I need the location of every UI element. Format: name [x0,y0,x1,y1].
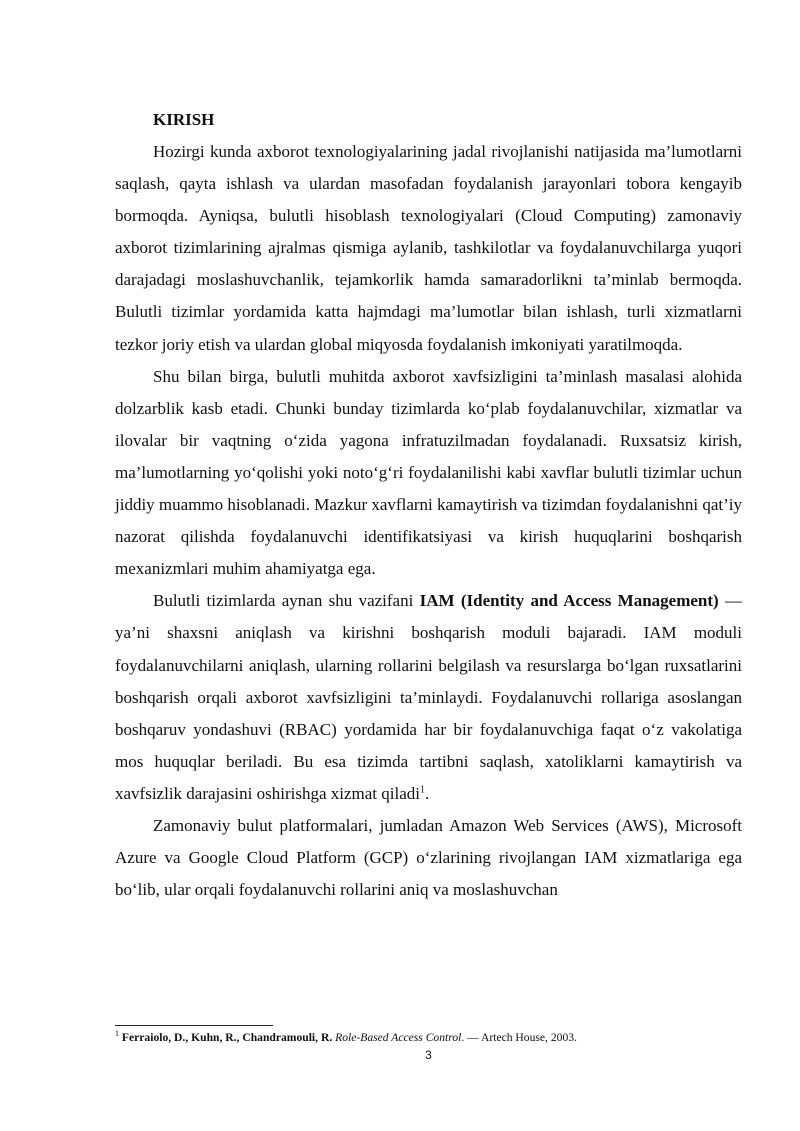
iam-term: IAM (Identity and Access Management) [419,591,719,611]
paragraph-security: Shu bilan birga, bulutli muhitda axborot xavfsizligini ta’minlash masalasi alohida dolzarblik kasb etadi. Chunki bunday tizimlarda koʻplab foydalanuvchilar, xizmatlar va ilovalar bir vaqtning oʻzida yagona infratuzilmadan foydalanadi. Ruxsatsiz kirish, ma’lumotlarning yoʻqolishi yoki notoʻgʻri foydalanilishi kabi xavflar bulutli tizimlar uchun jiddiy muammo hisoblanadi. Mazkur xavflarni kamaytirish va tizimdan foydalanishni qat’iy nazorat qilishda foydalanuvchi identifikatsiyasi va kirish huquqlarini boshqarish mexanizmlari muhim ahamiyatga ega. [115,366,742,579]
footnote-title: Role-Based Access Control [335,1031,462,1044]
footnote-reference[interactable]: 1 [419,784,425,796]
paragraph-platforms: Zamonaviy bulut platformalari, jumladan Amazon Web Services (AWS), Microsoft Azure va Google Cloud Platform (GCP) oʻzlarining rivojlangan IAM xizmatlariga ega boʻlib, ular orqali foydalanuvchi rollarini aniq va moslashuvchan [115,815,742,900]
iam-text-end: . [424,783,430,803]
iam-text-main: — ya’ni shaxsni aniqlash va kirishni boshqarish moduli bajaradi. IAM moduli foydalanuvchilarni aniqlash, ularning rollarini belgilash va resurslarga boʻlgan ruxsatlarini boshqarish orqali axborot xavfsizligini ta’minlaydi. Foydalanuvchi rollariga asoslangan boshqaruv yondashuvi (RBAC) yordamida har bir foydalanuvchiga faqat oʻz vakolatiga mos huquqlar beriladi. Bu esa tizimda tartibni saqlash, xatoliklarni kamaytirish va xavfsizlik darajasini oshirishga xizmat qiladi [115,591,743,803]
iam-text-start: Bulutli tizimlarda aynan shu vazifani [153,591,420,611]
section-heading: KIRISH [153,110,215,129]
footnote-separator [115,1025,273,1026]
footnote-authors: Ferraiolo, D., Kuhn, R., Chandramouli, R. [121,1031,333,1044]
page-number: 3 [425,1048,432,1062]
footnote-marker: 1 [115,1029,119,1039]
paragraph-iam [115,585,742,810]
page-body [115,104,742,906]
footnote-publisher: . — Artech House, 2003. [461,1031,577,1044]
footnote [115,1031,742,1045]
paragraph-intro: Hozirgi kunda axborot texnologiyalarining jadal rivojlanishi natijasida ma’lumotlarni saqlash, qayta ishlash va ulardan masofadan foydalanish jarayonlari tobora kengayib bormoqda. Ayniqsa, bulutli hisoblash texnologiyalari (Cloud Computing) zamonaviy axborot tizimlarining ajralmas qismiga aylanib, tashkilotlar va foydalanuvchilarga yuqori darajadagi moslashuvchanlik, tejamkorlik hamda samaradorlikni ta’minlab bermoqda. Bulutli tizimlar yordamida katta hajmdagi ma’lumotlar bilan ishlash, turli xizmatlarni tezkor joriy etish va ulardan global miqyosda foydalanish imkoniyati yaratilmoqda. [115,142,742,354]
